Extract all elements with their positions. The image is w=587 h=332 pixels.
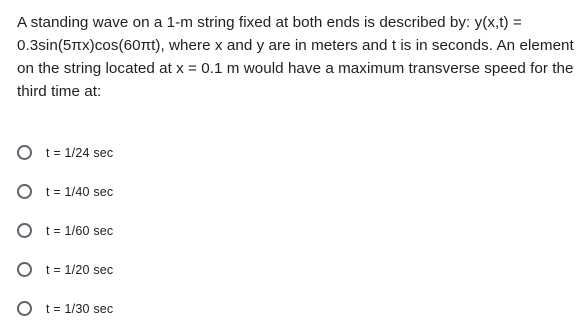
radio-button[interactable]: [17, 301, 32, 316]
option-label: t = 1/60 sec: [46, 223, 114, 238]
answer-options: [17, 133, 317, 328]
radio-button[interactable]: [17, 262, 32, 277]
option-1[interactable]: [17, 133, 317, 172]
option-label: t = 1/30 sec: [46, 301, 114, 316]
radio-button[interactable]: [17, 184, 32, 199]
option-4[interactable]: [17, 250, 317, 289]
option-3[interactable]: [17, 211, 317, 250]
option-label: t = 1/40 sec: [46, 184, 114, 199]
radio-button[interactable]: [17, 145, 32, 160]
option-2[interactable]: [17, 172, 317, 211]
option-label: t = 1/20 sec: [46, 262, 114, 277]
radio-button[interactable]: [17, 223, 32, 238]
question-text: A standing wave on a 1-m string fixed at both ends is described by: y(x,t) = 0.3sin(5πx)cos(60πt), where x and y are in meters and t is in seconds. An element on the string located at x = 0.1 m would have a maximum transverse speed for the third time at:: [17, 14, 574, 100]
option-5[interactable]: [17, 289, 317, 328]
option-label: t = 1/24 sec: [46, 145, 114, 160]
